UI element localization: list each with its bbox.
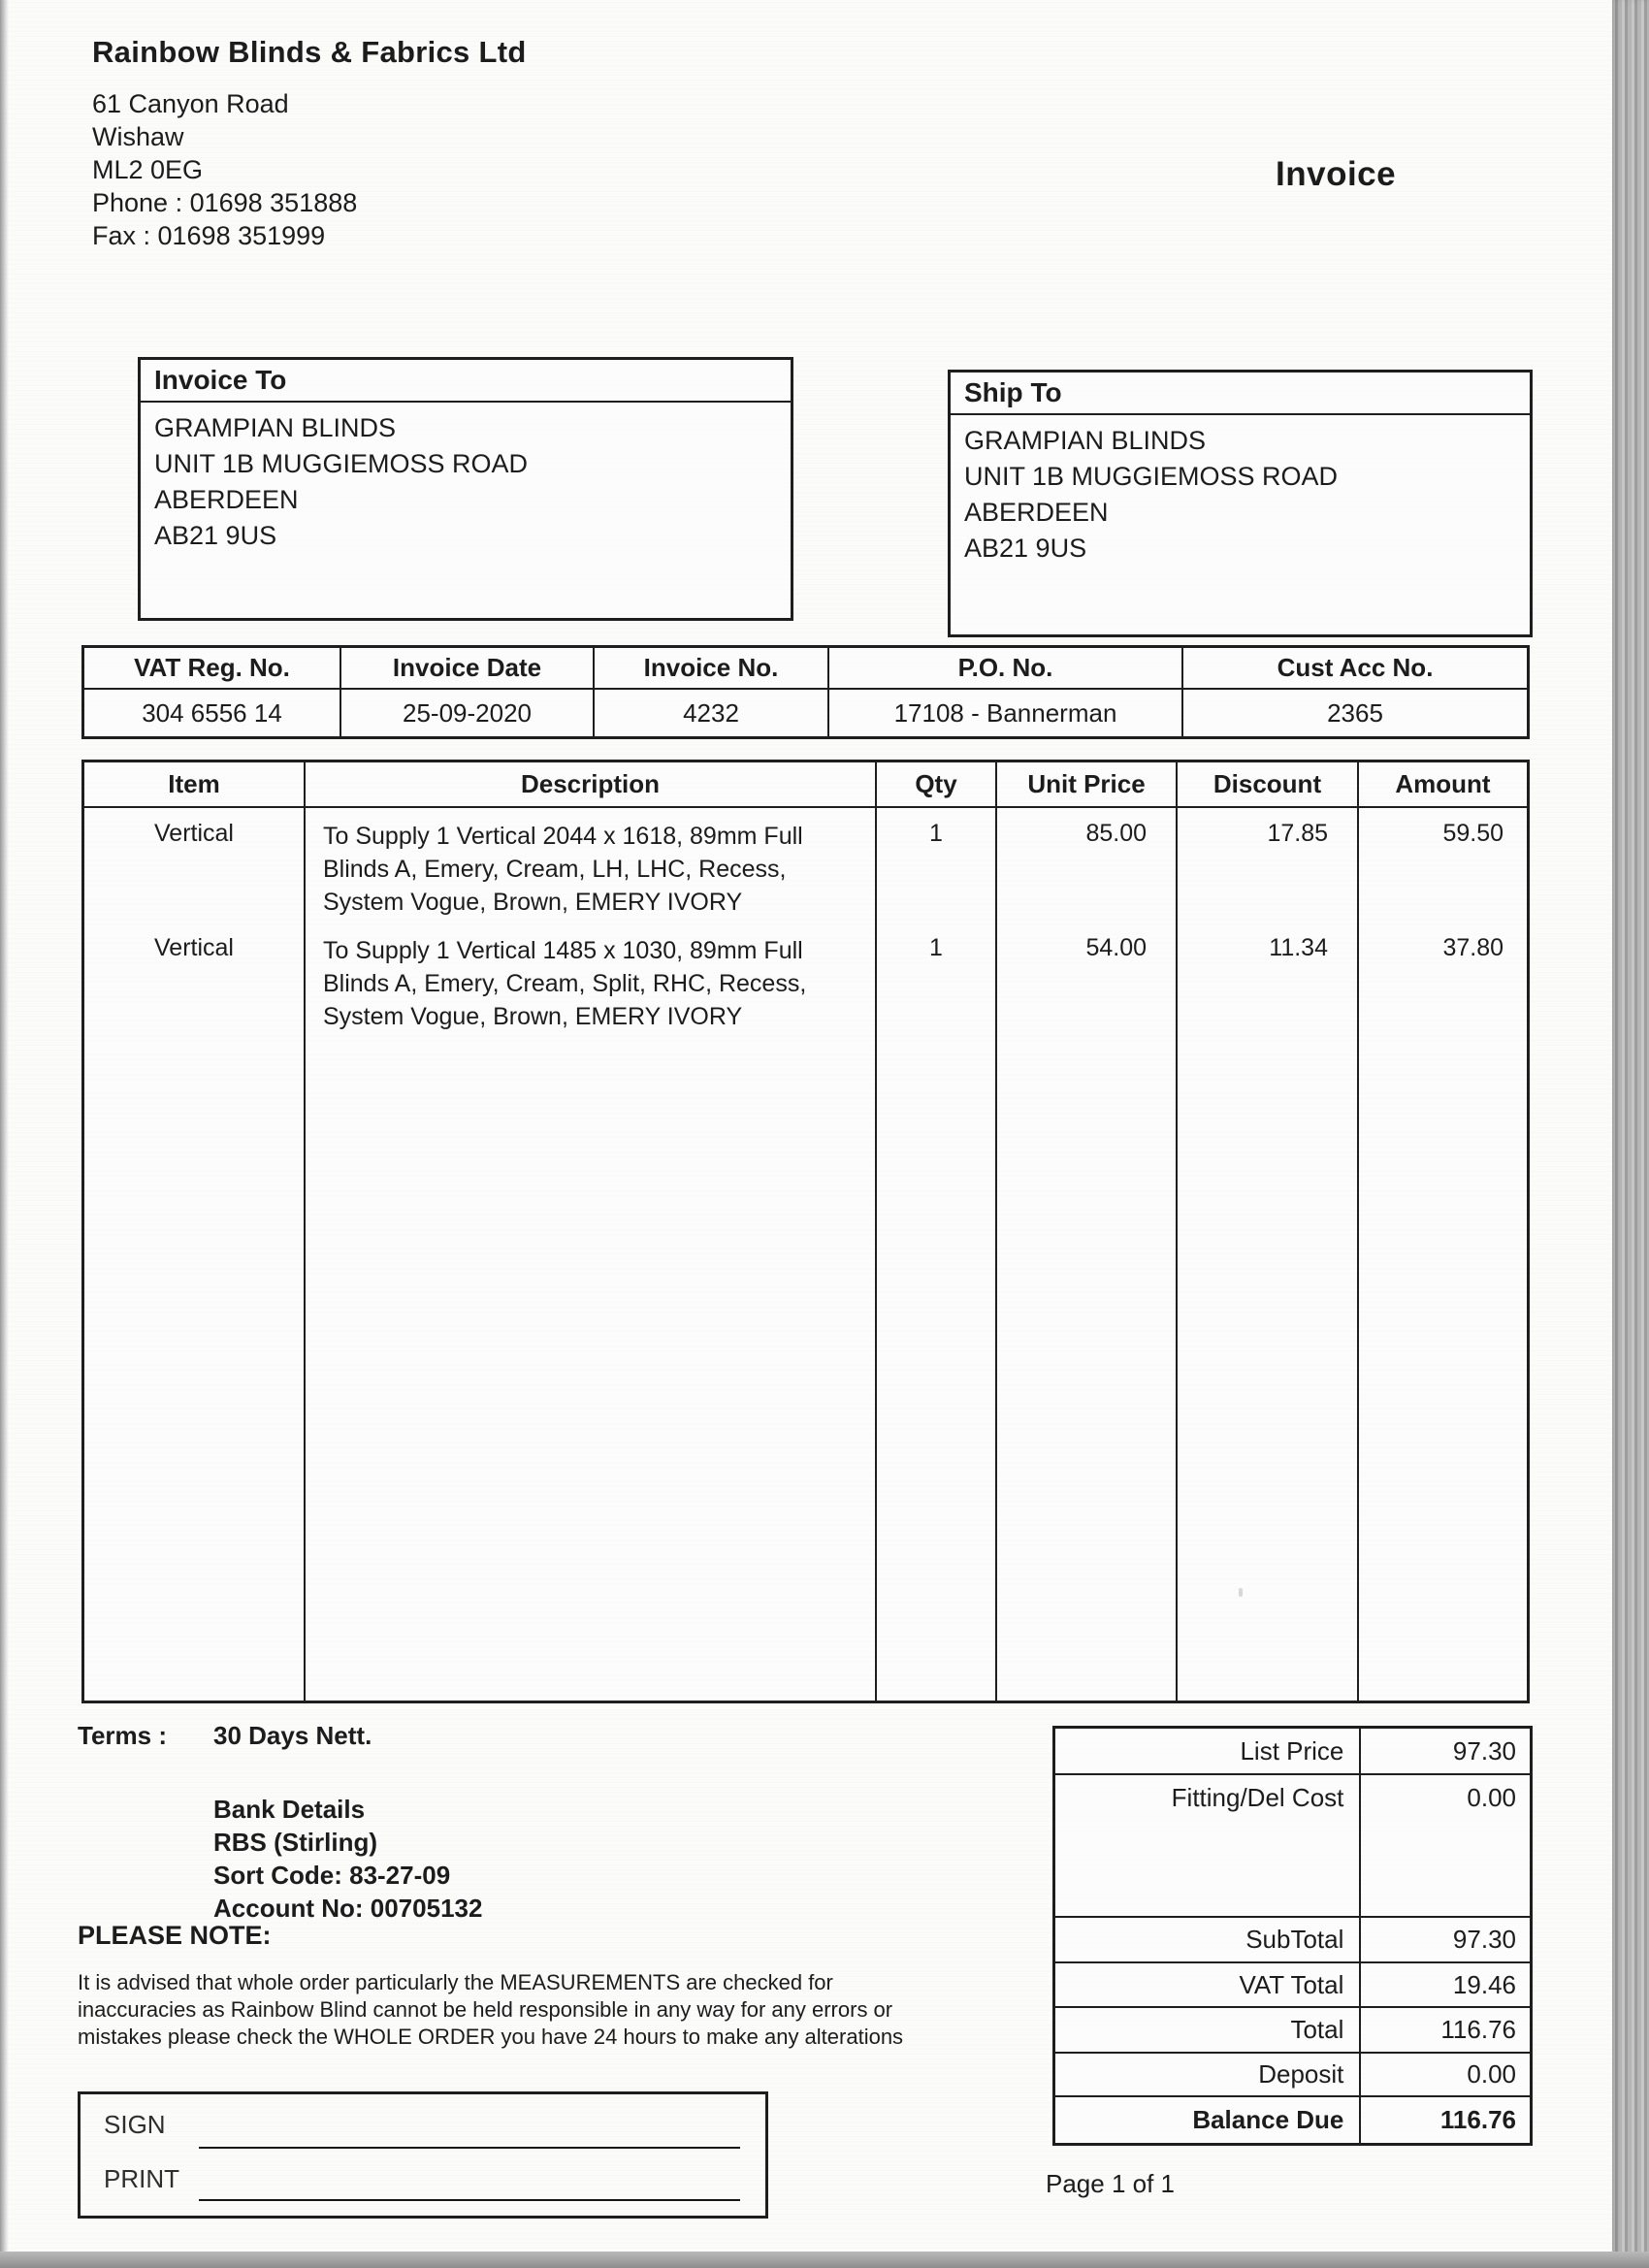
please-note-title: PLEASE NOTE: xyxy=(78,1921,272,1950)
company-address-line: ML2 0EG xyxy=(92,155,204,184)
ship-to-line: GRAMPIAN BLINDS xyxy=(964,426,1207,455)
qty-cell: 1 xyxy=(929,820,943,847)
amount-cell: 59.50 xyxy=(1442,820,1504,847)
items-header-unit-price: Unit Price xyxy=(997,762,1178,808)
items-column-amount xyxy=(1359,808,1527,1701)
meta-header-cust-acc: Cust Acc No. xyxy=(1183,648,1527,690)
print-line xyxy=(199,2199,740,2201)
items-header-amount: Amount xyxy=(1359,762,1527,808)
meta-value-vat-reg: 304 6556 14 xyxy=(84,690,341,736)
meta-header-po-no: P.O. No. xyxy=(829,648,1183,690)
ship-to-line: UNIT 1B MUGGIEMOSS ROAD xyxy=(964,462,1339,491)
terms-value: 30 Days Nett. xyxy=(213,1721,372,1750)
totals-value: 116.76 xyxy=(1440,2015,1516,2044)
totals-row-vat-total xyxy=(1055,1963,1530,2008)
scan-edge-bottom xyxy=(0,2252,1649,2268)
meta-value-invoice-no: 4232 xyxy=(595,690,829,736)
totals-value: 0.00 xyxy=(1467,1783,1516,1812)
items-header-discount: Discount xyxy=(1178,762,1359,808)
invoice-to-line: GRAMPIAN BLINDS xyxy=(154,413,397,442)
bank-details xyxy=(213,1793,482,1925)
item-cell: Vertical xyxy=(154,820,234,847)
please-note-body xyxy=(78,1969,903,2051)
company-address xyxy=(92,87,357,252)
unit-price-cell: 54.00 xyxy=(1085,934,1147,961)
totals-value: 97.30 xyxy=(1452,1735,1516,1766)
description-cell: To Supply 1 Vertical 1485 x 1030, 89mm Full Blinds A, Emery, Cream, Split, RHC, Recess, System Vogue, Brown, EMERY IVORY xyxy=(323,937,807,1030)
meta-header-vat-reg: VAT Reg. No. xyxy=(84,648,341,690)
company-phone: Phone : 01698 351888 xyxy=(92,188,358,217)
totals-value: 97.30 xyxy=(1452,1925,1516,1954)
items-header-qty: Qty xyxy=(877,762,997,808)
ship-to-line: AB21 9US xyxy=(964,534,1087,563)
totals-label: SubTotal xyxy=(1055,1918,1361,1961)
meta-value-cust-acc: 2365 xyxy=(1327,697,1383,728)
invoice-to-line: ABERDEEN xyxy=(154,485,299,514)
amount-cell: 37.80 xyxy=(1442,934,1504,961)
totals-value: 0.00 xyxy=(1467,2059,1516,2089)
ship-to-header: Ship To xyxy=(951,373,1530,415)
ship-to-address xyxy=(951,415,1530,574)
sign-label: SIGN xyxy=(104,2110,166,2139)
bank-account-no: Account No: 00705132 xyxy=(213,1894,483,1923)
totals-label: Balance Due xyxy=(1055,2097,1361,2143)
totals-row-total xyxy=(1055,2008,1530,2054)
totals-value: 19.46 xyxy=(1452,1969,1516,1999)
items-header-description: Description xyxy=(306,762,877,808)
items-column-description xyxy=(306,808,877,1701)
page-number: Page 1 of 1 xyxy=(1046,2169,1175,2198)
invoice-to-line: UNIT 1B MUGGIEMOSS ROAD xyxy=(154,449,529,478)
unit-price-cell: 85.00 xyxy=(1085,820,1147,847)
description-cell: To Supply 1 Vertical 2044 x 1618, 89mm Full Blinds A, Emery, Cream, LH, LHC, Recess, System Vogue, Brown, EMERY IVORY xyxy=(323,823,803,916)
invoice-to-address xyxy=(141,403,791,562)
company-address-line: Wishaw xyxy=(92,122,184,151)
terms-label: Terms : xyxy=(78,1721,167,1750)
totals-row-list-price xyxy=(1055,1729,1530,1775)
invoice-to-line: AB21 9US xyxy=(154,521,277,550)
totals-label: VAT Total xyxy=(1055,1963,1361,2006)
company-name: Rainbow Blinds & Fabrics Ltd xyxy=(92,35,527,69)
totals-label: List Price xyxy=(1055,1729,1361,1773)
meta-header-invoice-no: Invoice No. xyxy=(595,648,829,690)
discount-cell: 17.85 xyxy=(1267,820,1328,847)
note-line: mistakes please check the WHOLE ORDER you have 24 hours to make any alterations xyxy=(78,2025,904,2049)
totals-value: 116.76 xyxy=(1439,2105,1516,2134)
totals-box xyxy=(1052,1726,1533,2146)
invoice-to-box xyxy=(138,357,793,621)
scan-edge-right xyxy=(1612,0,1649,2268)
totals-label: Fitting/Del Cost xyxy=(1055,1775,1361,1916)
totals-row-deposit xyxy=(1055,2054,1530,2097)
invoice-meta-table xyxy=(81,645,1530,739)
items-column-discount xyxy=(1178,808,1359,1701)
line-items-table xyxy=(81,760,1530,1703)
totals-row-subtotal xyxy=(1055,1918,1530,1963)
meta-header-invoice-date: Invoice Date xyxy=(341,648,595,690)
qty-cell: 1 xyxy=(929,934,943,961)
items-header-item: Item xyxy=(84,762,306,808)
company-address-line: 61 Canyon Road xyxy=(92,89,289,118)
totals-row-fitting-cost xyxy=(1055,1775,1530,1918)
totals-label: Total xyxy=(1055,2008,1361,2052)
signature-box xyxy=(78,2091,768,2219)
bank-details-title: Bank Details xyxy=(213,1795,366,1824)
items-column-unit-price xyxy=(997,808,1178,1701)
discount-cell: 11.34 xyxy=(1269,934,1328,961)
meta-value-invoice-date: 25-09-2020 xyxy=(341,690,595,736)
document-title: Invoice xyxy=(1276,155,1397,193)
invoice-to-header: Invoice To xyxy=(141,360,791,403)
bank-name: RBS (Stirling) xyxy=(213,1828,377,1857)
totals-label: Deposit xyxy=(1055,2054,1361,2095)
ship-to-box xyxy=(948,370,1533,637)
sign-line xyxy=(199,2147,740,2149)
bank-sort-code: Sort Code: 83-27-09 xyxy=(213,1861,451,1890)
ship-to-line: ABERDEEN xyxy=(964,498,1109,527)
company-fax: Fax : 01698 351999 xyxy=(92,221,326,250)
scan-edge-left xyxy=(0,0,9,2268)
note-line: It is advised that whole order particularly the MEASUREMENTS are checked for xyxy=(78,1970,833,1994)
meta-value-po-no: 17108 - Bannerman xyxy=(829,690,1183,736)
items-column-qty xyxy=(877,808,997,1701)
item-cell: Vertical xyxy=(154,934,234,961)
items-column-item xyxy=(84,808,306,1701)
note-line: inaccuracies as Rainbow Blind cannot be held responsible in any way for any errors or xyxy=(78,1997,893,2022)
totals-row-balance-due xyxy=(1055,2097,1530,2143)
print-label: PRINT xyxy=(104,2164,179,2193)
